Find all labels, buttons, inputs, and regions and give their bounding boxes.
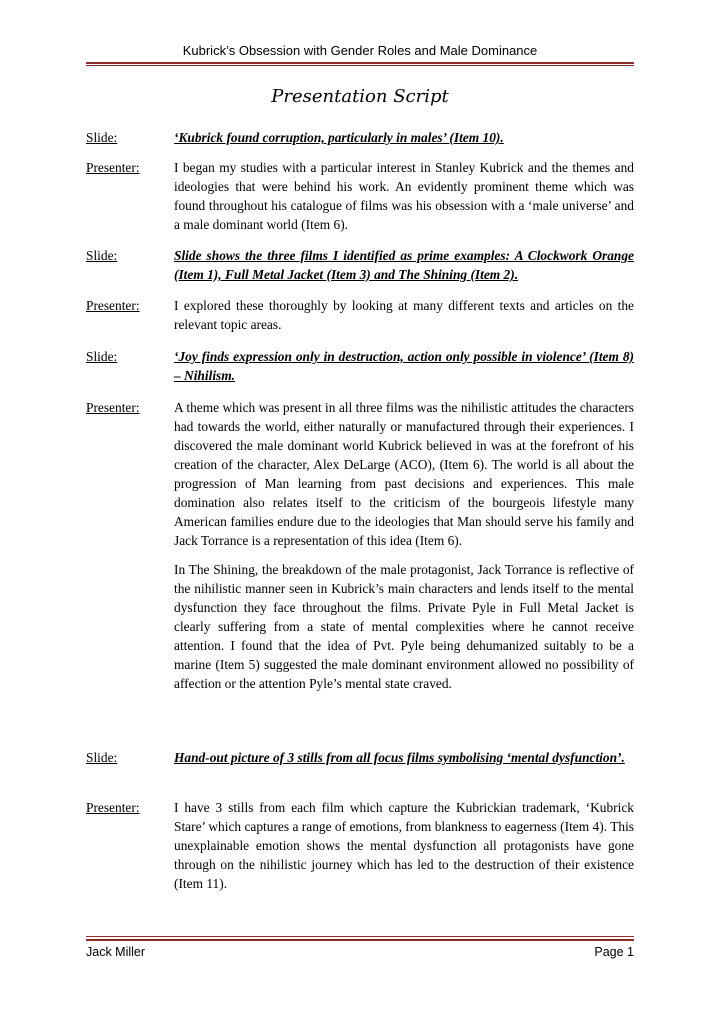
slide-text: ‘Kubrick found corruption, particularly in males’ (Item 10). (174, 130, 504, 145)
entry-label: Slide: (86, 349, 118, 364)
presenter-text: I began my studies with a particular interest in Stanley Kubrick and the themes and ideologies that were behind his work. An evidently prominent theme which was found throughout his catalogue of films was his obsession with a ‘male universe’ and a male dominant world (Item 6). (174, 160, 634, 232)
entry-label: Slide: (86, 248, 118, 263)
page-title: Presentation Script (271, 86, 449, 107)
slide-text: Slide shows the three films I identified as prime examples: A Clockwork Orange (Item 1), Full Metal Jacket (Item 3) and The Shining (Item 2). (174, 248, 634, 282)
entry-content (174, 158, 634, 234)
slide-text: Hand-out picture of 3 stills from all focus films symbolising ‘mental dysfunction’. (174, 750, 625, 765)
presenter-text: I have 3 stills from each film which capture the Kubrickian trademark, ‘Kubrick Stare’ which captures a range of emotions, from blankness to eagerness (Item 4). This unexplainable emotion shows the mental dysfunction all protagonists have gone through on the nihilistic journey which has led to the destruction of their existence (Item 11). (174, 800, 634, 891)
entry-content (174, 398, 634, 693)
entry-content (174, 798, 634, 893)
slide-text: ‘Joy finds expression only in destruction, action only possible in violence’ (Item 8) – Nihilism. (174, 349, 634, 383)
footer-author: Jack Miller (86, 945, 146, 959)
entry-label: Presenter: (86, 298, 140, 313)
entry-content (174, 296, 634, 334)
entry-content (174, 748, 634, 767)
entry-label: Presenter: (86, 800, 140, 815)
entry-label: Slide: (86, 750, 118, 765)
entry-content (174, 246, 634, 284)
footer-page-number: Page 1 (594, 945, 634, 959)
entry-content (174, 128, 634, 147)
entry-label: Presenter: (86, 160, 140, 175)
presenter-text-continued: In The Shining, the breakdown of the male protagonist, Jack Torrance is reflective of the nihilistic manner seen in Kubrick’s main characters and lends itself to the mental dysfunction they face throughout the films. Private Pyle in Full Metal Jacket is clearly suffering from a state of mental complexities where he cannot receive attention. I found that the idea of Pvt. Pyle being dehumanized suitably to be a marine (Item 5) suggested the male dominant environment allowed no possibility of affection or the attention Pyle’s mental state craved. (174, 562, 634, 691)
entry-content (174, 347, 634, 385)
footer-rule (86, 939, 634, 941)
header-rule-thin (86, 65, 634, 66)
footer-rule-thin (86, 936, 634, 937)
entry-label: Slide: (86, 130, 118, 145)
presenter-text: A theme which was present in all three films was the nihilistic attitudes the characters had towards the world, either naturally or manufactured through their experiences. I discovered the male dominant world Kubrick believed in was at the forefront of his creation of the character, Alex DeLarge (ACO), (Item 6). The world is all about the progression of Man learning from past decisions and experiences. This male domination also relates itself to the criticism of the bourgeois lifestyle many American families endure due to the ideologies that Man should serve his family and Jack Torrance is a representation of this idea (Item 6). (174, 400, 634, 548)
presenter-text: I explored these thoroughly by looking at many different texts and articles on the relevant topic areas. (174, 298, 634, 332)
entry-label: Presenter: (86, 400, 140, 415)
header-rule (86, 62, 634, 64)
running-header: Kubrick’s Obsession with Gender Roles and Male Dominance (182, 43, 538, 58)
